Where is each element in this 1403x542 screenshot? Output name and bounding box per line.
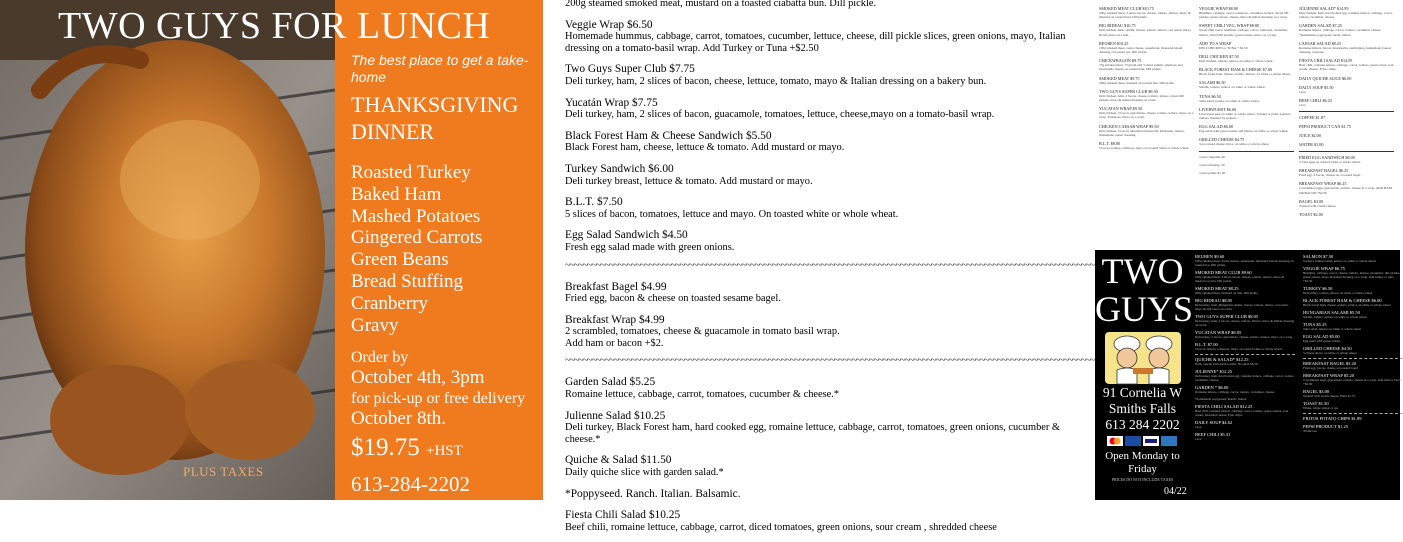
menu-item-name: TWO GUYS SUPER CLUB $8.05 bbox=[1195, 314, 1259, 319]
prices-note: PRICES DO NOT INCLUDE TAXES bbox=[1111, 477, 1174, 482]
menu-item bbox=[1195, 298, 1295, 311]
menu-item-name: JULIENNE* $12.25 bbox=[1195, 369, 1232, 374]
menu-item-description: 2 scrambled eggs, guacamole, tomato, cheese in a wrap. ADD HAM OR BACON +$2.50 bbox=[1299, 186, 1392, 195]
menu-item bbox=[1195, 369, 1295, 382]
menu-entry-name: Veggie Wrap $6.50 bbox=[565, 18, 653, 31]
order-date: October 4th, 3pm bbox=[351, 367, 485, 388]
menu-item bbox=[1303, 310, 1403, 319]
menu-item-name: PEPSI PRODUCT $1.25 bbox=[1303, 424, 1349, 429]
menu-entry bbox=[565, 314, 1091, 350]
menu-entry-name: Egg Salad Sandwich $4.50 bbox=[565, 229, 688, 242]
menu-item-description: *extra dressing .50 bbox=[1199, 162, 1225, 167]
menu-item-description: Romaine lettuce, cabbage, carrot, tomato, cucumber, cheese. bbox=[1195, 390, 1275, 394]
menu-entry-name: Two Guys Super Club $7.75 bbox=[565, 63, 695, 76]
menu-column bbox=[1199, 6, 1294, 179]
board-title bbox=[1095, 251, 1194, 329]
menu-entry-name: Quiche & Salad $11.50 bbox=[565, 454, 672, 467]
menu-item-name: DAILY SOUP $5.50 bbox=[1299, 84, 1334, 90]
menu-item bbox=[1303, 424, 1403, 433]
menu-item-description: 3 cheese slices, on white or whole wheat bbox=[1303, 351, 1357, 355]
menu-item-name: ADD TO A WRAP bbox=[1199, 40, 1232, 46]
menu-item bbox=[1303, 286, 1403, 295]
menu-entry-description: Daily quiche slice with garden salad.* bbox=[565, 467, 724, 479]
menu-item-description: Deli chicken, ham, hard boiled egg, romaine lettuce, cabbage, carrot, tomato, cucumber, cheese. bbox=[1299, 11, 1393, 20]
menu-item-description: 100g smoked meat, 3 slices bacon, cheese, tomato, lettuce, mayo & mustard on bun. Dill pickle. bbox=[1195, 275, 1285, 283]
menu-item bbox=[1303, 346, 1403, 355]
menu-item bbox=[1303, 322, 1403, 331]
menu-item bbox=[1099, 58, 1194, 71]
menu-entry-name: Julienne Salad $10.25 bbox=[565, 409, 666, 422]
menu-item-description: Deli chicken, 2 bacon, guacamole, cheese, tomato, lettuce, mayo on a wrap. Tomatoes, mayo on a wrap. bbox=[1099, 111, 1194, 120]
menu-item-name: FIESTA CHILI SALAD $12.25 bbox=[1195, 404, 1253, 409]
board-address bbox=[1095, 385, 1190, 433]
menu-item-description: Daily quiche with garden salad. No salad $6.50 bbox=[1195, 362, 1258, 366]
menu-item bbox=[1299, 133, 1394, 138]
menu-entry bbox=[565, 130, 1091, 154]
menu-item-description: 75g smoked meat, 75g ham and 3 slices salami, american and mozzarella cheese on toasted bun. Dill pickle. bbox=[1099, 63, 1183, 72]
menu-item bbox=[1303, 401, 1403, 410]
menu-item bbox=[1199, 6, 1294, 19]
menu-item bbox=[1199, 171, 1294, 175]
menu-item bbox=[1303, 266, 1403, 283]
menu-item bbox=[1199, 41, 1294, 50]
hours-line-2: Friday bbox=[1128, 463, 1157, 475]
opening-hours bbox=[1095, 450, 1190, 476]
menu-item-description: Fried egg, 2 bacon, cheese on a toasted bagel. bbox=[1299, 173, 1362, 178]
dinner-item: Roasted Turkey bbox=[351, 162, 471, 183]
menu-item-name: PEPSI PRODUCT CAN $1.75 bbox=[1299, 124, 1351, 130]
menu-entry-description: 2 scrambled, tomatoes, cheese & guacamole in tomato basil wrap. Add ham or bacon +$2. bbox=[565, 326, 840, 349]
menu-item-name: TWO GUYS SUPER CLUB $9.50 bbox=[1099, 88, 1158, 94]
board-date: 04/22 bbox=[1164, 486, 1187, 497]
menu-entry bbox=[565, 0, 1091, 10]
menu-item bbox=[1303, 389, 1403, 398]
menu-item-name: CHICKWRAGON $9.75 bbox=[1099, 58, 1142, 64]
menu-item-description: *extra cheese$1.00 bbox=[1199, 154, 1225, 159]
menu-entry-description: 200g steamed smoked meat, mustard on a toasted ciabatta bun. Dill pickle. bbox=[565, 0, 877, 9]
menu-entry bbox=[565, 19, 1091, 55]
menu-item-name: COFFEE $1.87 bbox=[1299, 115, 1326, 121]
menu-divider bbox=[1299, 111, 1394, 112]
menu-item-description: Salami, tomato, lettuce on white or whole wheat. bbox=[1199, 85, 1266, 90]
menu-item-name: JUICE $2.00 bbox=[1299, 133, 1321, 139]
section-separator: ~~~~~~~~~~~~~~~~~~~~~~~~~~~~~~~~~~~~~~~~~~~~~~~~~~~~~~~~~~~~~~~~~~~~~~~~~~~~~~~~~~~~~~~~~~~~~~~~~~~~~~~~~~~~~~~~~~~~~~~~ bbox=[565, 355, 1095, 367]
dinner-item: Gingered Carrots bbox=[351, 227, 483, 249]
menu-item-name: WATER $1.00 bbox=[1299, 142, 1324, 148]
menu-item bbox=[1099, 124, 1194, 137]
menu-item-name: YUCATAN WRAP $9.50 bbox=[1099, 106, 1143, 112]
menu-entry-name: Breakfast Bagel $4.99 bbox=[565, 280, 667, 293]
menu-item-description: Toasted with cream cheese. bbox=[1299, 203, 1337, 208]
printed-menu bbox=[1095, 0, 1400, 250]
menu-item-name: BEEF CHILI $5.31 bbox=[1195, 432, 1231, 437]
menu-item-description: White, whole wheat or rye bbox=[1303, 406, 1339, 410]
menu-item-description: Sockeye salmon salad, lettuce on white or whole wheat bbox=[1303, 259, 1376, 263]
menu-item-name: BIG RIDEAU $10.75 bbox=[1099, 23, 1136, 29]
menu-item bbox=[1099, 141, 1194, 150]
menu-divider bbox=[1299, 151, 1394, 152]
menu-item-description: Sweet chili sauce, hummus, cabbage, carrot, tomatoes, cucumber, lettuce, sliced dill pickles, green onions, mayo on a wrap. bbox=[1199, 28, 1289, 37]
menu-item-name: FIESTA CHILI SALAD $14.95 bbox=[1299, 58, 1353, 64]
menu-item-name: FRIED EGG SANDWICH $6.00 bbox=[1299, 155, 1355, 161]
menu-item-description: 200g smoked meat, mustard on toasted bun. Dill pickle. bbox=[1099, 80, 1175, 85]
plus-taxes-note: PLUS TAXES bbox=[183, 464, 264, 479]
menu-item-name: CHICKEN CAESAR WRAP $9.50 bbox=[1099, 123, 1159, 129]
menu-item bbox=[1299, 212, 1394, 217]
menu-item bbox=[1299, 41, 1394, 54]
dinner-item: Baked Ham bbox=[351, 183, 442, 205]
price-tax: +HST bbox=[426, 443, 463, 459]
menu-item bbox=[1299, 58, 1394, 71]
menu-divider bbox=[1303, 413, 1403, 414]
menu-item-name: SALAMI $6.50 bbox=[1199, 80, 1226, 86]
menu-item bbox=[1299, 199, 1394, 208]
payment-cards-icon bbox=[1107, 435, 1179, 447]
menu-entry-description: Deli turkey, ham, 2 slices of bacon, guacamole, tomatoes, lettuce, cheese,mayo on a tomato-basil wrap. bbox=[565, 109, 995, 121]
menu-item-name: TUNA $5.25 bbox=[1303, 322, 1327, 327]
menu-item-description: 100g smoked meat, swiss cheese, sauerkraut, thousand island dressing on toasted rye. Dill pickle. bbox=[1099, 45, 1183, 55]
menu-item bbox=[1195, 342, 1295, 351]
menu-entry-name: B.L.T. $7.50 bbox=[565, 196, 623, 209]
menu-item-description: Deli chicken, tomato, lettuce on white or whole wheat. bbox=[1199, 59, 1274, 64]
menu-entry bbox=[565, 488, 1091, 501]
order-label: Order by bbox=[351, 349, 409, 366]
turkey-illustration bbox=[0, 0, 335, 500]
menu-item-description: Tuna salad, lettuce on white or whole wheat. bbox=[1199, 98, 1260, 103]
menu-item-description: 2 fried eggs on toasted white or whole wheat. bbox=[1299, 160, 1361, 165]
menu-entry-description: Deli turkey, ham, 2 slices of bacon, cheese, lettuce, tomato, mayo & Italian dressing on a bakery bun. bbox=[565, 75, 987, 87]
menu-entry-description: 5 slices of bacon, tomatoes, lettuce and mayo. On toasted white or whole wheat. bbox=[565, 208, 899, 220]
menu-item bbox=[1195, 357, 1295, 366]
menu-item-name: LIVERWURST $6.00 bbox=[1199, 106, 1237, 112]
menu-item bbox=[1299, 124, 1394, 129]
dinner-item: Bread Stuffing bbox=[351, 270, 464, 292]
menu-item bbox=[1299, 98, 1394, 107]
menu-item bbox=[1199, 67, 1294, 76]
menu-item-name: SMOKED MEAT CLUB $9.60 bbox=[1195, 270, 1252, 275]
menu-item-name: BLACK FOREST HAM & CHEESE $6.00 bbox=[1303, 298, 1382, 303]
menu-item-description: 5 bacon, lettuce, tomatoes, mayo on toasted white or whole wheat. bbox=[1195, 347, 1283, 351]
menu-item bbox=[1199, 107, 1294, 120]
menu-entry bbox=[565, 196, 1091, 220]
menu-item bbox=[1099, 76, 1194, 85]
dinner-item: Green Beans bbox=[351, 249, 449, 271]
menu-item-description: Deli chicken, 2 bacon, shredded mozzarella, Parmesan, lettuce, homemade caesar dressing. bbox=[1099, 128, 1185, 137]
menu-item bbox=[1299, 155, 1394, 164]
menu-item bbox=[1195, 432, 1295, 441]
tagline: The best place to get a take-home bbox=[351, 52, 529, 85]
menu-entry bbox=[565, 454, 1091, 478]
menu-item bbox=[1099, 89, 1194, 102]
flyer-phone: 613-284-2202 bbox=[351, 472, 470, 496]
menu-item bbox=[1199, 80, 1294, 89]
menu-item-name: BAGEL $3.00 bbox=[1299, 198, 1324, 204]
menu-item-description: 200g smoked meat, mustard on bun. Dill pickle. bbox=[1195, 291, 1259, 295]
menu-entry-description: Homemade hummus, cabbage, carrot, tomatoes, cucumber, lettuce, cheese, dill pickle slices, green onions, mayo, Italian dressing on a tomato-basil wrap. Add Turkey or Tuna +$2.50 bbox=[565, 31, 1066, 54]
menu-item-name: BREAKFAST WRAP $6.25 bbox=[1299, 181, 1347, 187]
menu-item-description: Deli turkey, 2 bacon, guacamole, cheese, tomato, lettuce, mayo on a wrap. bbox=[1195, 335, 1293, 339]
menu-item bbox=[1303, 416, 1403, 421]
menu-item-description: 12oz bbox=[1299, 89, 1306, 94]
dinner-item: Gravy bbox=[351, 314, 399, 336]
menu-board bbox=[1095, 250, 1403, 500]
menu-item-description: Black forest ham, cheese, tomato, lettuce, on white or whole wheat. bbox=[1199, 72, 1291, 77]
menu-item-description: Beef chili, romaine lettuce, cabbage, carrot, tomato, green onion, sour cream, cheese. Fritos chips. bbox=[1299, 63, 1394, 72]
menu-item-name: FRITOS POTATO CHIPS $1.89 bbox=[1303, 416, 1362, 421]
menu-item-name: REUBEN $9.60 bbox=[1195, 254, 1225, 259]
menu-entry-name: Fiesta Chili Salad $10.25 bbox=[565, 509, 681, 522]
menu-item-name: VEGGIE WRAP $8.80 bbox=[1199, 6, 1238, 11]
menu-entry-description: Beef chili, romaine lettuce, cabbage, carrot, diced tomatoes, green onions, sour cream , shredded cheese bbox=[565, 521, 997, 533]
menu-item bbox=[1199, 137, 1294, 146]
menu-entry-description: Fresh egg salad made with green onions. bbox=[565, 241, 735, 253]
menu-item-name: SMOKED MEAT $8.25 bbox=[1195, 286, 1239, 291]
hours-line-1: Open Monday to bbox=[1105, 450, 1180, 462]
menu-item bbox=[1199, 155, 1294, 159]
menu-item bbox=[1199, 94, 1294, 103]
menu-item-description: Beef chili, romaine lettuce, cabbage, carrot, tomato, green onions, sour cream, shredded cheese. Frito chips. bbox=[1195, 409, 1289, 417]
thanksgiving-flyer bbox=[0, 0, 543, 500]
menu-item-description: Salami, tomato, lettuce on white or whole wheat bbox=[1303, 315, 1367, 319]
menu-item bbox=[1299, 76, 1394, 81]
menu-item bbox=[1299, 23, 1394, 36]
menu-item-description: Deli turkey, ham, Hungarian salami, cheese, tomato, lettuce, red onion, mayo & tuff sauce on a bun. bbox=[1195, 303, 1289, 311]
menu-item bbox=[1199, 54, 1294, 63]
menu-item bbox=[1303, 373, 1403, 386]
menu-item bbox=[1099, 41, 1194, 54]
menu-item-description: 12oz bbox=[1195, 437, 1202, 441]
menu-item bbox=[1303, 334, 1403, 343]
menu-item-description: Deli turkey, ham, 2 bacon, cheese, tomato, lettuce, mayo & Italian dressing on a bun. bbox=[1195, 319, 1295, 327]
roasted-turkey-photo bbox=[0, 0, 335, 500]
menu-entry-name: Yucatán Wrap $7.75 bbox=[565, 96, 658, 109]
menu-entries bbox=[565, 0, 1095, 542]
menu-item-name: SMOKED MEAT $9.75 bbox=[1099, 75, 1140, 81]
menu-item bbox=[1195, 397, 1295, 401]
menu-item bbox=[1199, 23, 1294, 36]
menu-item bbox=[1299, 6, 1394, 19]
menu-item-description: Hummus, cabbage, carrot, tomatoes, cucumber, lettuce, sliced dill pickles, green onions, cheese, mayo & italian dressing on a wrap. bbox=[1199, 11, 1289, 20]
board-column bbox=[1303, 254, 1403, 436]
dinner-item: Cranberry bbox=[351, 292, 429, 314]
menu-entry-description: Black Forest ham, cheese, lettuce & tomato. Add mustard or mayo. bbox=[565, 142, 845, 154]
menu-document bbox=[543, 0, 1095, 533]
menu-column bbox=[1099, 6, 1194, 154]
menu-item-name: HUNGARIAN SALAMI $5.50 bbox=[1303, 310, 1360, 315]
menu-item-description: Tuna salad, lettuce on white or whole wheat bbox=[1303, 327, 1362, 331]
menu-item bbox=[1299, 181, 1394, 194]
menu-item-name: VEGGIE WRAP $6.75 bbox=[1303, 266, 1345, 271]
menu-item-description: *homemade poppyseed/ Ranch/ Italian bbox=[1195, 397, 1247, 401]
menu-item-description: *extra pickle $1.50 bbox=[1199, 171, 1226, 176]
section-separator: ~~~~~~~~~~~~~~~~~~~~~~~~~~~~~~~~~~~~~~~~~~~~~~~~~~~~~~~~~~~~~~~~~~~~~~~~~~~~~~~~~~~~~~~~~~~~~~~~~~~~~~~~~~~~~~~~~~~~~~~~ bbox=[565, 259, 1095, 271]
menu-entry-name: *Poppyseed. Ranch. Italian. Balsamic. bbox=[565, 487, 741, 500]
menu-item bbox=[1199, 163, 1294, 167]
menu-item bbox=[1195, 286, 1295, 295]
menu-item bbox=[1195, 254, 1295, 267]
menu-item bbox=[1195, 385, 1295, 394]
menu-item bbox=[1195, 330, 1295, 339]
menu-entry-description: Deli turkey breast, lettuce & tomato. Add mustard or mayo. bbox=[565, 175, 813, 187]
menu-item-name: DELI CHICKEN $7.50 bbox=[1199, 54, 1239, 60]
chefs-logo bbox=[1103, 330, 1183, 386]
menu-entry-name: Turkey Sandwich $6.00 bbox=[565, 162, 674, 175]
menu-item-name: QUICHE & SALAD* $12.25 bbox=[1195, 357, 1249, 362]
menu-item bbox=[1195, 270, 1295, 283]
menu-item bbox=[1303, 298, 1403, 307]
menu-item-name: YUCATAN WRAP $8.05 bbox=[1195, 330, 1242, 335]
menu-item bbox=[1199, 124, 1294, 133]
menu-item-name: REUBEN $10.25 bbox=[1099, 40, 1129, 46]
menu-entry-name: Breakfast Wrap $4.99 bbox=[565, 313, 665, 326]
menu-item-name: EGG SALAD $5.00 bbox=[1303, 334, 1340, 339]
menu-item-description: Egg salad with green onions and lettuce on white or whole wheat. bbox=[1199, 129, 1289, 134]
address-line-1: 91 Cornelia W bbox=[1102, 385, 1183, 400]
board-title-line-2: GUYS bbox=[1095, 289, 1194, 329]
menu-item-description: Romaine lettuce, bacon, mozzarella, parmigiana, homemade Caesar dressing, croutons. bbox=[1299, 45, 1392, 55]
pickup-text: for pick-up or free delivery bbox=[351, 390, 526, 407]
menu-entry-description: Fried egg, bacon & cheese on toasted sesame bagel. bbox=[565, 293, 781, 305]
menu-item-description: Deli turkey, tomato, lettuce on white or whole wheat bbox=[1303, 291, 1373, 295]
menu-entry bbox=[565, 163, 1091, 187]
menu-item-description: Hummus, cabbage, carrot, cheese, tomato, lettuce, cucumber, dill pickles, green onions, mayo & Italian dressing on a wrap. Add turkey or tuna +$2.50 bbox=[1303, 271, 1401, 283]
menu-item-description: 2 scrambled eggs, guacamole, tomato, cheese in a wrap. Add ham or bacon +$2.00 bbox=[1303, 378, 1403, 386]
menu-item-description: 12oz bbox=[1195, 425, 1202, 429]
menu-item bbox=[1195, 314, 1295, 327]
menu-item-description: 355ml can bbox=[1303, 429, 1317, 433]
menu-item bbox=[1195, 420, 1295, 429]
menu-divider bbox=[1195, 354, 1295, 355]
menu-item-description: 5 bacon, lettuce, tomatoes, mayo on toasted white or whole wheat. bbox=[1099, 146, 1190, 151]
menu-item-description: Egg salad with green onions bbox=[1303, 339, 1341, 343]
menu-divider bbox=[1199, 151, 1294, 152]
menu-item bbox=[1099, 6, 1194, 19]
menu-item-name: BAGEL $3.00 bbox=[1303, 389, 1330, 394]
menu-item-name: TURKEY $6.50 bbox=[1303, 286, 1333, 291]
dinner-item: Mashed Potatoes bbox=[351, 205, 481, 227]
menu-entry bbox=[565, 509, 1091, 533]
menu-item-name: BREAKFAST WRAP $5.20 bbox=[1303, 373, 1354, 378]
menu-item-name: TOAST $1.50 bbox=[1303, 401, 1329, 406]
menu-item-description: 3 processed cheese slices, on white or whole wheat. bbox=[1199, 142, 1270, 147]
menu-item-name: BIG RIDEAU $8.05 bbox=[1195, 298, 1233, 303]
menu-item-description: Deli turkey, ham, hard boiled egg, romaine lettuce, cabbage, carrot, tomato, cucumber, cheese. bbox=[1195, 374, 1295, 382]
menu-item-name: GRILLED CHEESE $4.50 bbox=[1303, 346, 1352, 351]
address-line-2: Smiths Falls bbox=[1108, 401, 1177, 416]
menu-item-name: SWEET CHILI VEG. WRAP $8.80 bbox=[1199, 23, 1260, 29]
menu-item-description: Black forest ham, cheese, tomato, lettuce on white or whole wheat bbox=[1303, 303, 1391, 307]
price-amount: $19.75 bbox=[351, 434, 420, 461]
menu-item-description: Toasted with cream cheese. Plain $1.75 bbox=[1303, 394, 1356, 398]
menu-item-name: TUNA $6.50 bbox=[1199, 93, 1221, 99]
menu-item-name: SALMON $7.50 bbox=[1303, 254, 1334, 259]
board-title-line-1: TWO bbox=[1101, 251, 1184, 291]
menu-item bbox=[1303, 254, 1403, 263]
menu-item-description: Liverwurst paté on white or whole wheat. Toasted or plain. Lettuce, tomato, mustard by request. bbox=[1199, 111, 1291, 121]
menu-item-name: B.L.T. $8.80 bbox=[1099, 141, 1121, 147]
menu-item-name: CAESAR SALAD $8.25 bbox=[1299, 40, 1341, 46]
menu-item bbox=[1299, 115, 1394, 120]
menu-item-name: BEEF CHILI $6.25 bbox=[1299, 97, 1332, 103]
menu-item bbox=[1099, 106, 1194, 119]
price bbox=[351, 434, 463, 462]
menu-item-description: 200g smoked meat, 3 slices bacon, cheese, tomato, lettuce, mayo & mustard on toasted bun. Dill pickle. bbox=[1099, 11, 1191, 20]
menu-item-name: JULIENNE SALAD* $14.95 bbox=[1299, 6, 1349, 11]
dinner-menu-list bbox=[351, 162, 482, 336]
menu-item-name: BLACK FOREST HAM & CHEESE $7.00 bbox=[1199, 67, 1273, 73]
menu-item-name: TOAST $2.00 bbox=[1299, 212, 1323, 218]
menu-entry bbox=[565, 281, 1091, 305]
menu-item-name: GARDEN SALAD $7.25 bbox=[1299, 23, 1342, 29]
flyer-title: TWO GUYS FOR LUNCH bbox=[58, 5, 491, 47]
menu-item-name: B.L.T. $7.00 bbox=[1195, 342, 1218, 347]
menu-item-description: DELI CHICKEN or TUNA + $2.50 bbox=[1199, 45, 1248, 50]
menu-entry bbox=[565, 63, 1091, 87]
menu-entry bbox=[565, 97, 1091, 121]
board-phone: 613 284 2202 bbox=[1105, 417, 1180, 432]
menu-item bbox=[1299, 142, 1394, 147]
menu-entry-description: Romaine lettuce, cabbage, carrot, tomatoes, cucumber & cheese.* bbox=[565, 389, 840, 401]
menu-item bbox=[1195, 404, 1295, 417]
menu-item-name: GRILLED CHEESE $4.75 bbox=[1199, 137, 1245, 143]
menu-item-name: BREAKFAST BAGEL $5.20 bbox=[1303, 361, 1357, 366]
menu-item bbox=[1299, 85, 1394, 94]
menu-entry-name: Black Forest Ham & Cheese Sandwich $5.50 bbox=[565, 129, 772, 142]
menu-entry bbox=[565, 229, 1091, 253]
menu-item-description: Romaine lettuce, cabbage, carrot, tomato, cucumber, cheese. *homemade poppyseed/ ranch/ italian bbox=[1299, 28, 1382, 37]
menu-item-name: DAILY QUICHE SLICE $6.00 bbox=[1299, 75, 1352, 81]
menu-item-description: Deli chicken, ham, salami, cheese, tomato, lettuce, red onion, mayo & tuff sauce on a bun. bbox=[1099, 28, 1191, 37]
menu-column bbox=[1299, 6, 1394, 221]
menu-item-name: SMOKED MEAT CLUB $10.75 bbox=[1099, 6, 1154, 11]
event-title bbox=[351, 91, 518, 145]
menu-divider bbox=[1303, 358, 1403, 359]
menu-item-name: BREAKFAST BAGEL $6.25 bbox=[1299, 168, 1349, 174]
board-column bbox=[1195, 254, 1295, 444]
menu-item bbox=[1099, 23, 1194, 36]
menu-item-description: Fried egg, bacon, cheese on toasted bagel bbox=[1303, 366, 1358, 370]
event-line-1: THANKSGIVING bbox=[351, 92, 519, 117]
menu-item bbox=[1303, 361, 1403, 370]
menu-item-description: 100g smoked meat, Swiss cheese, sauerkraut, thousand islands dressing on toasted rye. Dill pickle. bbox=[1195, 259, 1294, 267]
pickup-date: October 8th. bbox=[351, 408, 446, 429]
menu-item bbox=[1299, 168, 1394, 177]
menu-item-description: Deli chicken, ham, 2 bacon, cheese, tomato, lettuce, sliced dill pickles, mayo & italian dressing on a bun. bbox=[1099, 93, 1184, 103]
menu-entry-description: Deli turkey, Black Forest ham, hard cooked egg, romaine lettuce, cabbage, carrot, tomatoes, green onions, cucumber & cheese.* bbox=[565, 422, 1061, 445]
menu-entry-name: Garden Salad $5.25 bbox=[565, 376, 656, 389]
menu-entry bbox=[565, 410, 1091, 446]
menu-item-name: GARDEN * $6.00 bbox=[1195, 385, 1229, 390]
order-info bbox=[351, 348, 525, 430]
event-line-2: DINNER bbox=[351, 119, 435, 144]
menu-item-name: DAILY SOUP $4.62 bbox=[1195, 420, 1233, 425]
menu-item-description: 12oz bbox=[1299, 102, 1306, 107]
menu-item-name: EGG SALAD $6.00 bbox=[1199, 124, 1234, 130]
menu-entry bbox=[565, 376, 1091, 400]
